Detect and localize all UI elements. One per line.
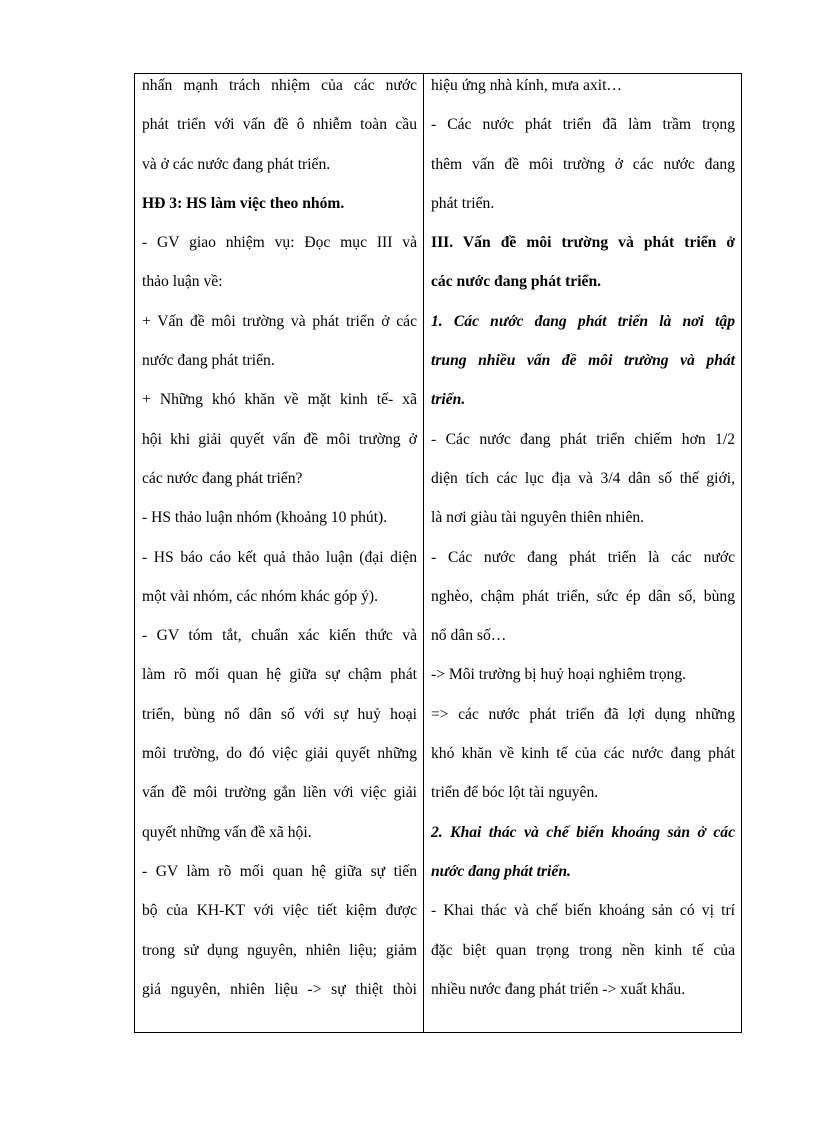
right-column-line: III. Vấn đề môi trường và phát triển ở bbox=[431, 234, 735, 252]
left-column-line: - HS báo cáo kết quả thảo luận (đại diện bbox=[142, 548, 417, 566]
right-column-line: phát triển. bbox=[431, 194, 495, 212]
right-column-line: - Khai thác và chế biến khoáng sản có vị trí bbox=[431, 902, 735, 920]
left-column-line: hội khi giải quyết vấn đề môi trường ở bbox=[142, 430, 417, 448]
left-column-line: quyết những vấn đề xã hội. bbox=[142, 823, 312, 841]
right-column-line: nổ dân số… bbox=[431, 627, 507, 645]
left-column-line: một vài nhóm, các nhóm khác góp ý). bbox=[142, 587, 379, 605]
right-column-line: là nơi giàu tài nguyên thiên nhiên. bbox=[431, 509, 645, 527]
right-column-line: các nước đang phát triển. bbox=[431, 273, 602, 291]
right-column-line: khó khăn về kinh tế của các nước đang phát bbox=[431, 745, 735, 763]
left-column-line: triển, bùng nổ dân số với sự huỷ hoại bbox=[142, 705, 417, 723]
right-column-line: 2. Khai thác và chế biến khoáng sản ở các bbox=[431, 823, 735, 841]
right-column-line: đặc biệt quan trọng trong nền kinh tế của bbox=[431, 941, 735, 959]
right-column-line: trung nhiều vấn đề môi trường và phát bbox=[431, 352, 735, 370]
left-column-line: giá nguyên, nhiên liệu -> sự thiệt thòi bbox=[142, 980, 417, 998]
left-column-line: nước đang phát triển. bbox=[142, 352, 275, 370]
right-column-line: nhiều nước đang phát triển -> xuất khẩu. bbox=[431, 980, 686, 998]
left-column-line: - GV làm rõ mối quan hệ giữa sự tiến bbox=[142, 862, 417, 880]
left-column-line: làm rõ mối quan hệ giữa sự chậm phát bbox=[142, 666, 417, 684]
right-column-line: - Các nước đang phát triển là các nước bbox=[431, 548, 735, 566]
left-column-line: môi trường, do đó việc giải quyết những bbox=[142, 745, 417, 763]
left-column-line: HĐ 3: HS làm việc theo nhóm. bbox=[142, 194, 345, 212]
right-column-line: triển để bóc lột tài nguyên. bbox=[431, 784, 599, 802]
table-row bbox=[135, 74, 742, 1033]
right-column-line: nước đang phát triển. bbox=[431, 862, 571, 880]
left-column-line: + Vấn đề môi trường và phát triển ở các bbox=[142, 312, 417, 330]
right-column-line: - Các nước đang phát triển chiếm hơn 1/2 bbox=[431, 430, 735, 448]
lesson-table bbox=[134, 73, 742, 1033]
left-column-line: các nước đang phát triển? bbox=[142, 469, 303, 487]
left-column-line: thảo luận về: bbox=[142, 273, 223, 291]
right-column-line: -> Môi trường bị huỷ hoại nghiêm trọng. bbox=[431, 666, 687, 684]
right-column-line: diện tích các lục địa và 3/4 dân số thế giới, bbox=[431, 469, 735, 487]
left-column-line: và ở các nước đang phát triển. bbox=[142, 155, 331, 173]
right-column-line: thêm vấn đề môi trường ở các nước đang bbox=[431, 155, 735, 173]
right-column-line: nghèo, chậm phát triển, sức ép dân số, bùng bbox=[431, 587, 735, 605]
right-column-line: 1. Các nước đang phát triển là nơi tập bbox=[431, 312, 735, 330]
left-column-line: - GV tóm tắt, chuẩn xác kiến thức và bbox=[142, 627, 417, 645]
left-column-line: phát triển với vấn đề ô nhiễm toàn cầu bbox=[142, 116, 417, 134]
right-column-line: - Các nước phát triển đã làm trầm trọng bbox=[431, 116, 735, 134]
left-column-line: nhấn mạnh trách nhiệm của các nước bbox=[142, 77, 417, 94]
left-column-line: - GV giao nhiệm vụ: Đọc mục III và bbox=[142, 234, 417, 252]
left-column-line: + Những khó khăn về mặt kinh tế- xã bbox=[142, 391, 417, 409]
right-column-line: triển. bbox=[431, 391, 466, 409]
left-column-line: trong sử dụng nguyên, nhiên liệu; giảm bbox=[142, 941, 417, 959]
left-column-line: - HS thảo luận nhóm (khoảng 10 phút). bbox=[142, 509, 388, 527]
left-column-line: bộ của KH-KT với việc tiết kiệm được bbox=[142, 902, 417, 920]
teacher-activities-cell bbox=[135, 74, 424, 1033]
content-knowledge-cell bbox=[424, 74, 742, 1033]
left-column-line: vấn đề môi trường gắn liền với việc giải bbox=[142, 784, 417, 802]
right-column-line: => các nước phát triển đã lợi dụng những bbox=[431, 705, 735, 723]
right-column-line: hiệu ứng nhà kính, mưa axit… bbox=[431, 77, 623, 94]
